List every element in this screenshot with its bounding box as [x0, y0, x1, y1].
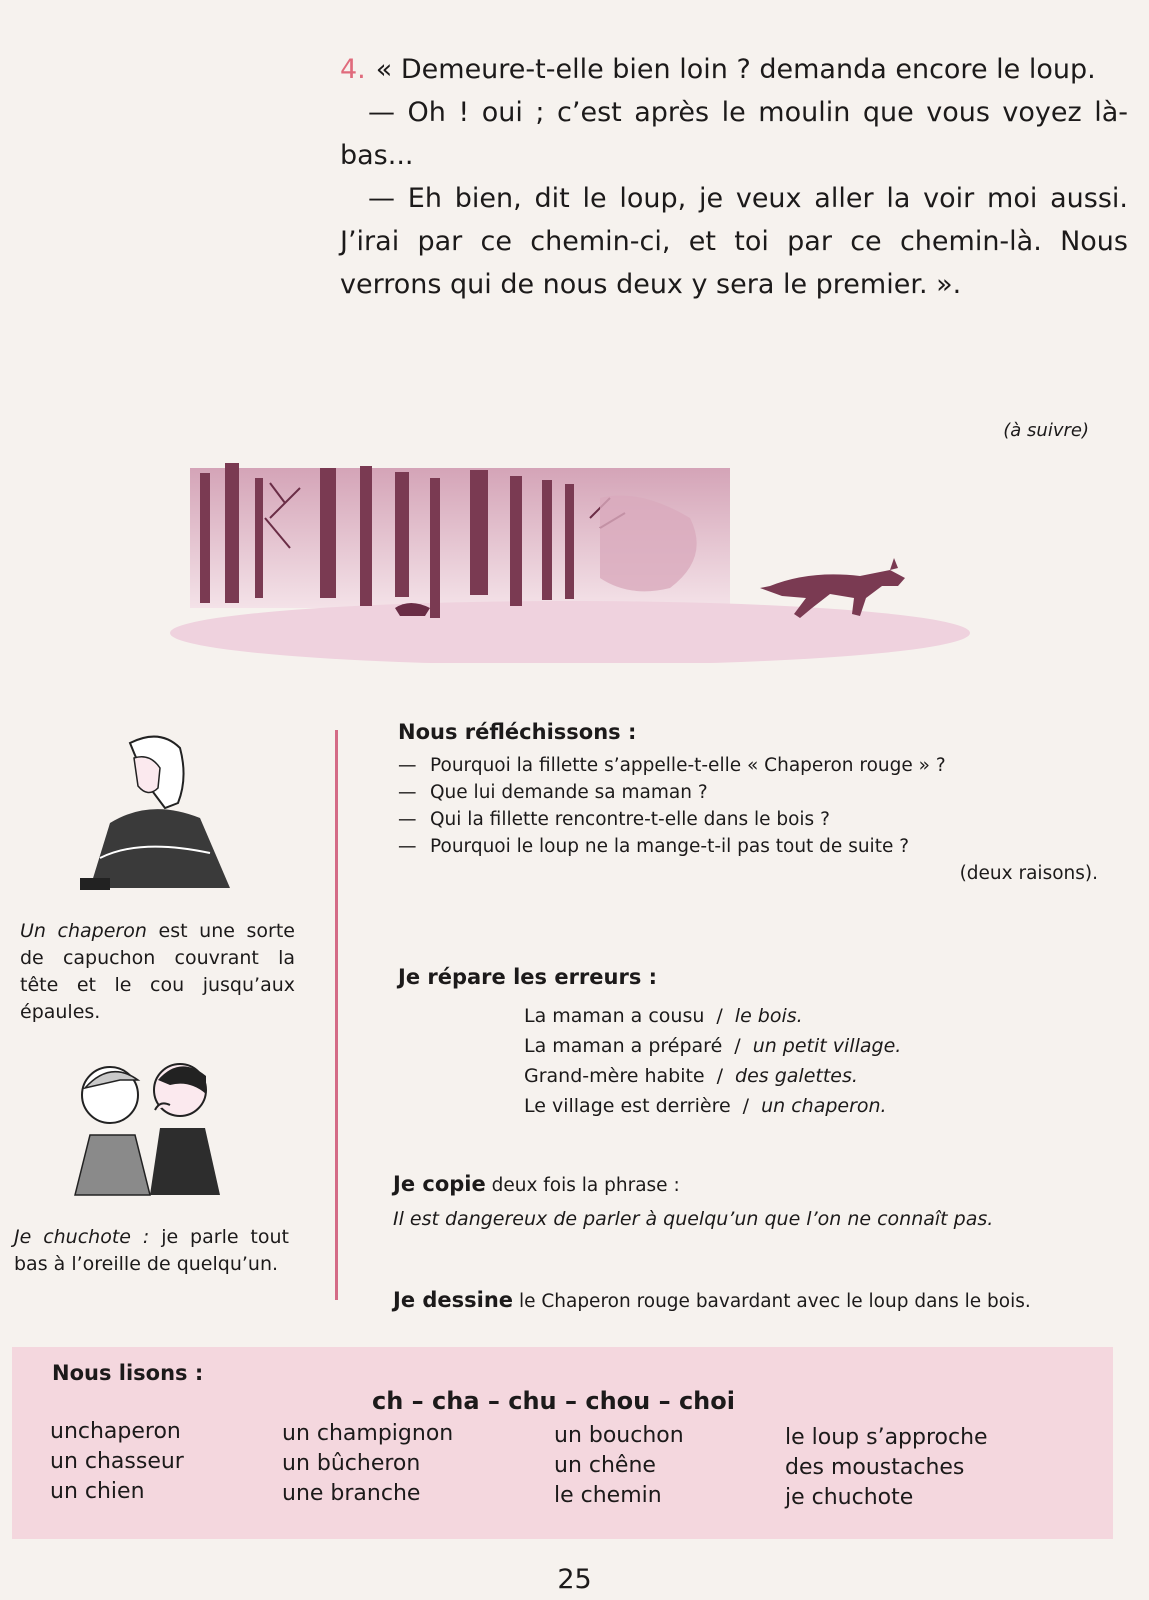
question-1: — Pourquoi la fillette s’appelle-t-elle « Chaperon rouge » ? — [398, 755, 946, 776]
story-number: 4. — [340, 54, 366, 85]
nous-lisons-box — [12, 1347, 1113, 1539]
copie-instruction: Je copie deux fois la phrase : — [393, 1172, 680, 1196]
whisper-illustration — [60, 1050, 230, 1200]
section-copie — [393, 1172, 1123, 1230]
repare-row-3: Grand-mère habite / des galettes. — [524, 1065, 858, 1087]
lisons-column-2: un champignon un bûcheron une branche — [282, 1421, 454, 1506]
question-4: — Pourquoi le loup ne la mange-t-il pas tout de suite ? — [398, 836, 910, 857]
section-dessine: Je dessine le Chaperon rouge bavardant avec le loup dans le bois. — [393, 1288, 1031, 1312]
definition-chaperon: Un chaperon est une sorte de capuchon couvrant la tête et le cou jusqu’aux épaules. — [20, 920, 295, 1023]
repare-row-4: Le village est derrière / un chaperon. — [524, 1095, 887, 1117]
margin-rule — [335, 730, 338, 1300]
reflechissons-title: Nous réfléchissons : — [398, 720, 637, 744]
question-3: — Qui la fillette rencontre-t-elle dans le bois ? — [398, 809, 830, 830]
story-paragraph-2: — Oh ! oui ; c’est après le moulin que vous voyez là-bas... — [340, 97, 1128, 171]
question-4-note: (deux raisons). — [959, 863, 1098, 884]
forest-wolf-illustration — [170, 458, 970, 663]
lisons-column-3: un bouchon un chêne le chemin — [554, 1423, 684, 1508]
page-number: 25 — [557, 1564, 592, 1595]
repare-row-2: La maman a préparé / un petit village. — [524, 1035, 902, 1057]
story-paragraph-3: — Eh bien, dit le loup, je veux aller la voir moi aussi. J’irai par ce chemin-ci, et toi par ce chemin-là. Nous verrons qui de nous deux y sera le premier. ». — [340, 183, 1128, 300]
story-paragraph-1: 4. « Demeure-t-elle bien loin ? demanda encore le loup. — [340, 54, 1096, 85]
repare-title: Je répare les erreurs : — [398, 965, 658, 989]
story-text — [340, 48, 1128, 306]
lisons-column-4: le loup s’approche des moustaches je chuchote — [785, 1425, 988, 1510]
copie-sentence: Il est dangereux de parler à quelqu’un que l’on ne connaît pas. — [393, 1208, 994, 1230]
section-reflechissons — [398, 720, 1128, 887]
question-2: — Que lui demande sa maman ? — [398, 782, 708, 803]
section-repare — [398, 965, 1128, 1121]
repare-row-1: La maman a cousu / le bois. — [524, 1005, 803, 1027]
lisons-sounds: ch – cha – chu – chou – choi — [372, 1387, 735, 1415]
chaperon-illustration — [70, 728, 240, 898]
to-be-continued: (à suivre) — [1003, 420, 1089, 441]
definition-chuchote: Je chuchote : je parle tout bas à l’oreille de quelqu’un. — [14, 1226, 289, 1275]
lisons-title: Nous lisons : — [52, 1361, 204, 1385]
lisons-column-1: unchaperon un chasseur un chien — [50, 1419, 184, 1504]
